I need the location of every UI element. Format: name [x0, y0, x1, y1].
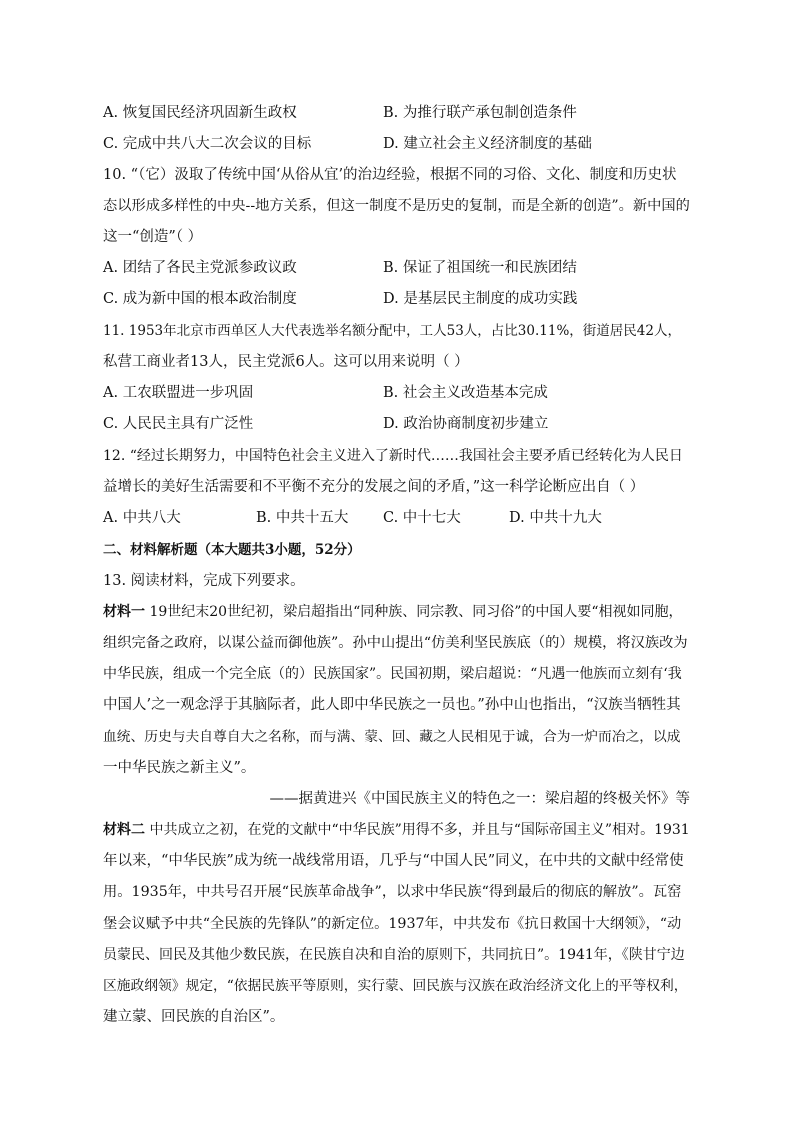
material-2-line-3: 用。1935年，中共号召开展“民族革命战争”，以求中华民族“得到最后的彻底的解放”。瓦窑	[103, 884, 682, 900]
q12-stem-line-1: 12. “经过长期努力，中国特色社会主义进入了新时代……我国社会主要矛盾已经转化为人民日	[103, 448, 683, 464]
q9-option-a[interactable]: A. 恢复国民经济巩固新生政权	[103, 105, 297, 121]
q12-option-d[interactable]: D. 中共十九大	[509, 510, 602, 526]
q11-option-d[interactable]: D. 政治协商制度初步建立	[383, 416, 549, 432]
material-1-line-6: 一中华民族之新主义”。	[103, 760, 256, 776]
q9-option-b[interactable]: B. 为推行联产承包制创造条件	[383, 105, 577, 121]
q9-option-c[interactable]: C. 完成中共八大二次会议的目标	[103, 136, 312, 152]
section-heading: 二、材料解析题（本大题共3小题，52分）	[103, 542, 361, 558]
material-2-line-7: 建立蒙、回民族的自治区”。	[103, 1009, 285, 1025]
q11-option-a[interactable]: A. 工农联盟进一步巩固	[103, 385, 254, 401]
q10-option-c[interactable]: C. 成为新中国的根本政治制度	[103, 291, 297, 307]
q10-option-a[interactable]: A. 团结了各民主党派参政议政	[103, 260, 297, 276]
q10-stem-line-2: 态以形成多样性的中央--地方关系，但这一制度不是历史的复制，而是全新的创造”。新中国的	[103, 198, 690, 214]
q12-stem-line-2: 益增长的美好生活需要和不平衡不充分的发展之间的矛盾，”这一科学论断应出自（ ）	[103, 479, 645, 495]
q13-stem: 13. 阅读材料，完成下列要求。	[103, 573, 305, 589]
q11-option-b[interactable]: B. 社会主义改造基本完成	[383, 385, 548, 401]
material-1-line-4: 中国人’之一观念浮于其脑际者，此人即中华民族之一员也。”孙中山也指出，“汉族当牺牲其	[103, 697, 681, 713]
material-1-line-1-text: 19世纪末20世纪初，梁启超指出“同种族、同宗教、同习俗”的中国人要“相视如同胞，	[145, 604, 683, 620]
material-2-line-1-text: 中共成立之初，在党的文献中“中华民族”用得不多，并且与“国际帝国主义”相对。1931	[145, 822, 690, 838]
q11-stem-line-2: 私营工商业者13人，民主党派6人。这可以用来说明（ ）	[103, 354, 469, 370]
material-2-line-1	[103, 820, 690, 840]
q12-option-b[interactable]: B. 中共十五大	[256, 510, 349, 526]
q10-stem-line-1: 10. “（它）汲取了传统中国‘从俗从宜’的治边经验，根据不同的习俗、文化、制度和历史状	[103, 167, 677, 183]
q9-option-d[interactable]: D. 建立社会主义经济制度的基础	[383, 136, 592, 152]
q12-option-c[interactable]: C. 中十七大	[383, 510, 461, 526]
material-2-tag: 材料二	[103, 822, 145, 838]
q11-option-c[interactable]: C. 人民民主具有广泛性	[103, 416, 254, 432]
q10-option-d[interactable]: D. 是基层民主制度的成功实践	[383, 291, 578, 307]
material-1-tag: 材料一	[103, 604, 145, 620]
material-1-line-2: 组织完备之政府，以谋公益而御他族”。孙中山提出“仿美利坚民族底（的）规模，将汉族改为	[103, 635, 688, 651]
material-1-line-5: 血统、历史与夫自尊自大之名称，而与满、蒙、回、藏之人民相见于诚，合为一炉而冶之，以成	[103, 729, 681, 745]
q10-stem-line-3: 这一“创造”（ ）	[103, 229, 203, 245]
material-2-line-6: 区施政纲领》规定，“依据民族平等原则，实行蒙、回民族与汉族在政治经济文化上的平等权利，	[103, 978, 688, 994]
q10-option-b[interactable]: B. 保证了祖国统一和民族团结	[383, 260, 577, 276]
material-2-line-2: 年以来，“中华民族”成为统一战线常用语，几乎与“中国人民”同义，在中共的文献中经常使	[103, 853, 684, 869]
material-2-line-5: 员蒙民、回民及其他少数民族，在民族自决和自治的原则下，共同抗日”。1941年，《陕甘宁边	[103, 947, 685, 963]
material-1-line-1	[103, 602, 683, 622]
material-1-source: ——据黄进兴《中国民族主义的特色之一：梁启超的终极关怀》等	[269, 791, 690, 807]
q11-stem-line-1: 11. 1953年北京市西单区人大代表选举名额分配中，工人53人，占比30.11%，街道居民42人，	[103, 323, 681, 339]
material-1-line-3: 中华民族，组成一个完全底（的）民族国家”。民国初期，梁启超说：“凡遇一他族而立刻有‘我	[103, 666, 682, 682]
material-2-line-4: 堡会议赋予中共“全民族的先锋队”的新定位。1937年，中共发布《抗日救国十大纲领》，“动	[103, 916, 682, 932]
q12-option-a[interactable]: A. 中共八大	[103, 510, 181, 526]
